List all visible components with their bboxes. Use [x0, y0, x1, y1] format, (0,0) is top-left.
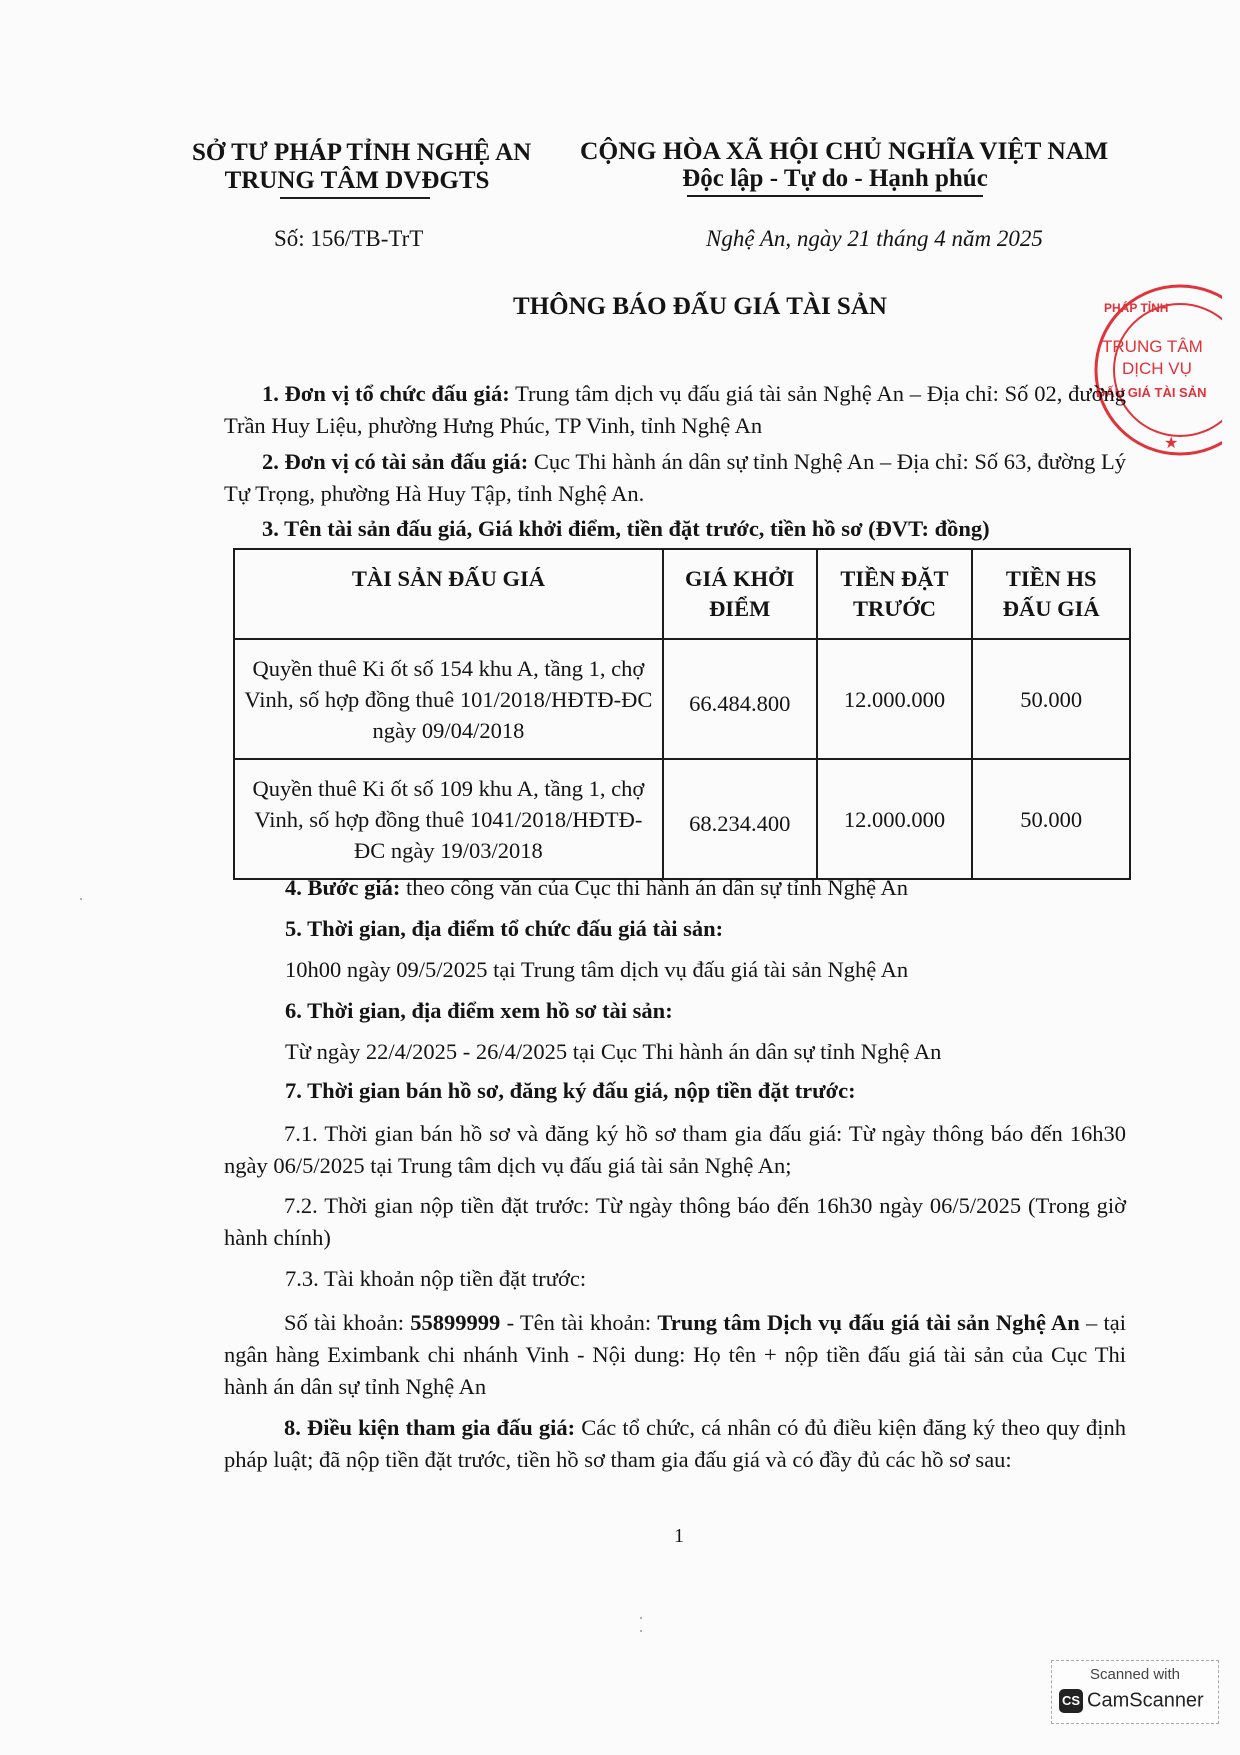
fee-cell: 50.000 [972, 759, 1130, 879]
start-price-cell: 66.484.800 [663, 639, 817, 759]
center-name: TRUNG TÂM DVĐGTS [224, 167, 490, 194]
stamp-top-text: PHÁP TỈNH [1104, 301, 1169, 315]
account-name-label: - Tên tài khoản: [506, 1310, 652, 1335]
start-price-cell: 68.234.400 [663, 759, 817, 879]
section-4 [285, 875, 908, 901]
nation-name: CỘNG HÒA XÃ HỘI CHỦ NGHĨA VIỆT NAM [580, 136, 1109, 165]
page-number: 1 [674, 1525, 684, 1547]
camscanner-name: CamScanner [1087, 1689, 1204, 1712]
section-1 [224, 378, 1126, 442]
motto-underline [687, 195, 983, 197]
table-header-row [234, 549, 1130, 639]
camscanner-brand [1059, 1689, 1204, 1713]
scan-speck [640, 1630, 642, 1632]
header-start-price: GIÁ KHỞI ĐIỂM [663, 549, 817, 639]
document-title: THÔNG BÁO ĐẤU GIÁ TÀI SẢN [513, 293, 887, 320]
stamp-line3: ĐẤU GIÁ TÀI SẢN [1096, 385, 1207, 400]
stamp-line2: DỊCH VỤ [1122, 359, 1192, 378]
section-2-label: 2. Đơn vị có tài sản đấu giá: [262, 449, 529, 474]
scan-speck [80, 898, 82, 900]
scan-speck [640, 1617, 642, 1619]
scanned-with-label: Scanned with [1089, 1666, 1181, 1683]
header-deposit: TIỀN ĐẶT TRƯỚC [817, 549, 973, 639]
table-row [234, 639, 1130, 759]
header-asset: TÀI SẢN ĐẤU GIÁ [234, 549, 663, 639]
section-5-text: 10h00 ngày 09/5/2025 tại Trung tâm dịch vụ đấu giá tài sản Nghệ An [285, 957, 909, 982]
deposit-cell: 12.000.000 [817, 759, 973, 879]
section-1-label: 1. Đơn vị tổ chức đấu giá: [262, 381, 510, 406]
section-6-text: Từ ngày 22/4/2025 - 26/4/2025 tại Cục Thi hành án dân sự tỉnh Nghệ An [285, 1039, 942, 1064]
center-underline [280, 197, 430, 199]
section-8 [224, 1412, 1126, 1476]
fee-cell: 50.000 [972, 639, 1130, 759]
camscanner-badge [1051, 1660, 1219, 1724]
stamp-star-icon: ★ [1164, 433, 1179, 452]
section-6-label: 6. Thời gian, địa điểm xem hồ sơ tài sản: [285, 998, 673, 1023]
section-7-3: 7.3. Tài khoản nộp tiền đặt trước: [285, 1266, 587, 1291]
document-number: Số: 156/TB-TrT [274, 226, 424, 251]
section-5-label: 5. Thời gian, địa điểm tổ chức đấu giá tài sản: [285, 916, 724, 941]
section-2 [224, 446, 1126, 510]
camscanner-logo-icon: CS [1059, 1689, 1083, 1713]
header-fee: TIỀN HS ĐẤU GIÁ [972, 549, 1130, 639]
account-name: Trung tâm Dịch vụ đấu giá tài sản Nghệ An [657, 1310, 1080, 1335]
bank-account-info [224, 1307, 1126, 1403]
agency-name: SỞ TƯ PHÁP TỈNH NGHỆ AN [192, 139, 532, 166]
section-1-text: Trung tâm dịch vụ đấu giá tài sản Nghệ An – Địa chỉ: Số 02, đường Trần Huy Liệu, phường Hưng Phúc, TP Vinh, tỉnh Nghệ An [224, 381, 1127, 438]
stamp-line1: TRUNG TÂM [1102, 337, 1203, 356]
asset-cell: Quyền thuê Ki ốt số 109 khu A, tầng 1, chợ Vinh, số hợp đồng thuê 1041/2018/HĐTĐ-ĐC ngày 19/03/2018 [234, 759, 663, 879]
section-7-label: 7. Thời gian bán hồ sơ, đăng ký đấu giá, nộp tiền đặt trước: [285, 1078, 856, 1103]
asset-cell: Quyền thuê Ki ốt số 154 khu A, tầng 1, chợ Vinh, số hợp đồng thuê 101/2018/HĐTĐ-ĐC ngày 09/04/2018 [234, 639, 663, 759]
section-7-1: 7.1. Thời gian bán hồ sơ và đăng ký hồ sơ tham gia đấu giá: Từ ngày thông báo đến 16h30 ngày 06/5/2025 tại Trung tâm dịch vụ đấu giá tài sản Nghệ An; [224, 1121, 1126, 1178]
section-8-label: 8. Điều kiện tham gia đấu giá: [284, 1415, 576, 1440]
section-2-text: Cục Thi hành án dân sự tỉnh Nghệ An – Địa chỉ: Số 63, đường Lý Tự Trọng, phường Hà Huy Tập, tỉnh Nghệ An. [224, 449, 1127, 506]
table-row [234, 759, 1130, 879]
account-number-label: Số tài khoản: [284, 1310, 405, 1335]
section-7-2: 7.2. Thời gian nộp tiền đặt trước: Từ ngày thông báo đến 16h30 ngày 06/5/2025 (Trong giờ hành chính) [224, 1193, 1126, 1250]
place-date: Nghệ An, ngày 21 tháng 4 năm 2025 [706, 226, 1043, 251]
asset-table [233, 548, 1131, 880]
deposit-cell: 12.000.000 [817, 639, 973, 759]
account-number: 55899999 [410, 1310, 501, 1335]
nation-motto: Độc lập - Tự do - Hạnh phúc [682, 165, 988, 192]
section-3-label: 3. Tên tài sản đấu giá, Giá khởi điểm, tiền đặt trước, tiền hồ sơ (ĐVT: đồng) [262, 516, 990, 541]
section-8-text: Các tổ chức, cá nhân có đủ điều kiện đăng ký theo quy định pháp luật; đã nộp tiền đặt trước, tiền hồ sơ tham gia đấu giá và có đầy đủ các hồ sơ sau: [224, 1415, 1126, 1472]
section-4-text: theo công văn của Cục thi hành án dân sự tỉnh Nghệ An [405, 875, 909, 900]
section-4-label: 4. Bước giá: [285, 875, 401, 900]
account-details: – tại ngân hàng Eximbank chi nhánh Vinh - Nội dung: Họ tên + nộp tiền đấu giá tài sản của Cục Thi hành án dân sự tỉnh Nghệ An [224, 1310, 1126, 1399]
